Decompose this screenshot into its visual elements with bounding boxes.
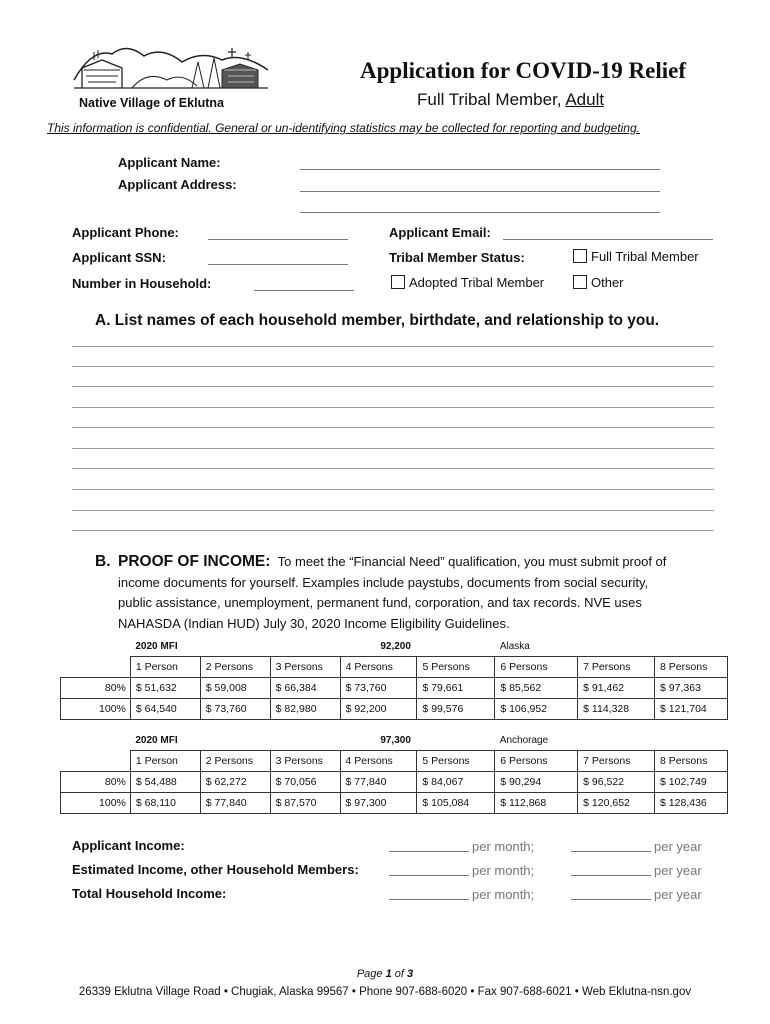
- total-income-label: Total Household Income:: [72, 886, 227, 901]
- applicant-name-field[interactable]: [300, 169, 660, 170]
- status-option-full[interactable]: [573, 249, 699, 264]
- region-label: Anchorage: [499, 734, 549, 746]
- status-option-adopted[interactable]: [391, 275, 544, 290]
- percent-label: 100%: [61, 699, 131, 720]
- percent-label: 80%: [61, 772, 131, 793]
- applicant-income-month-field[interactable]: [389, 851, 469, 852]
- page-of: of: [391, 968, 408, 980]
- applicant-ssn-field[interactable]: [208, 264, 348, 265]
- applicant-email-label: Applicant Email:: [389, 225, 491, 240]
- table-row: [61, 678, 728, 699]
- region-label: Alaska: [499, 640, 530, 652]
- village-logo-illustration: [72, 40, 272, 98]
- applicant-phone-label: Applicant Phone:: [72, 225, 179, 240]
- total-income-year-field[interactable]: [571, 899, 651, 900]
- page-total: 3: [407, 968, 414, 980]
- table-cell: $ 59,008: [200, 678, 270, 699]
- table-cell: $ 102,749: [655, 772, 728, 793]
- table-cell: $ 99,576: [417, 699, 495, 720]
- column-header: 5 Persons: [417, 751, 495, 772]
- applicant-phone-field[interactable]: [208, 239, 348, 240]
- column-header: 6 Persons: [495, 751, 578, 772]
- table-cell: $ 128,436: [655, 793, 728, 814]
- footer-address: 26339 Eklutna Village Road • Chugiak, Alaska 99567 • Phone 907-688-6020 • Fax 907-688-6021 • Web Eklutna-nsn.gov: [78, 986, 692, 998]
- household-number-label: Number in Household:: [72, 276, 212, 291]
- table-cell: $ 51,632: [130, 678, 200, 699]
- household-line[interactable]: [72, 510, 714, 511]
- column-header: 7 Persons: [578, 751, 655, 772]
- per-month-label: per month;: [472, 887, 535, 902]
- status-option-full-label: Full Tribal Member: [591, 249, 699, 264]
- per-month-label: per month;: [472, 839, 535, 854]
- page-subtitle: [417, 90, 604, 110]
- table-row: [61, 699, 728, 720]
- per-year-label: per year: [654, 887, 702, 902]
- checkbox-full-tribal-member[interactable]: [573, 249, 587, 263]
- page-title: Application for COVID-19 Relief: [360, 58, 687, 83]
- household-line[interactable]: [72, 530, 714, 531]
- column-header: 2 Persons: [200, 657, 270, 678]
- household-line[interactable]: [72, 489, 714, 490]
- status-option-other-label: Other: [591, 275, 624, 290]
- table-cell: $ 66,384: [270, 678, 340, 699]
- org-name: Native Village of Eklutna: [79, 96, 224, 110]
- mfi-value: 92,200: [380, 640, 411, 652]
- column-header: 1 Person: [130, 657, 200, 678]
- household-income-year-field[interactable]: [571, 875, 651, 876]
- column-header: 1 Person: [130, 751, 200, 772]
- page-current: 1: [385, 968, 392, 980]
- section-b-line-3: public assistance, unemployment, permanent fund, corporation, and tax records. NVE uses: [118, 595, 642, 610]
- page-number: [0, 968, 770, 980]
- checkbox-adopted-tribal-member[interactable]: [391, 275, 405, 289]
- per-year-label: per year: [654, 863, 702, 878]
- table-cell: $ 114,328: [578, 699, 655, 720]
- status-option-other[interactable]: [573, 275, 624, 290]
- table-cell: $ 84,067: [417, 772, 495, 793]
- household-line[interactable]: [72, 427, 714, 428]
- table-cell: $ 70,056: [270, 772, 340, 793]
- applicant-income-year-field[interactable]: [571, 851, 651, 852]
- column-header: 3 Persons: [270, 657, 340, 678]
- table-cell: $ 79,661: [417, 678, 495, 699]
- table-cell: $ 82,980: [270, 699, 340, 720]
- column-header: 2 Persons: [200, 751, 270, 772]
- table-cell: $ 87,570: [270, 793, 340, 814]
- table-cell: $ 73,760: [340, 678, 417, 699]
- checkbox-other[interactable]: [573, 275, 587, 289]
- household-income-month-field[interactable]: [389, 875, 469, 876]
- total-income-month-field[interactable]: [389, 899, 469, 900]
- table-cell: $ 97,363: [655, 678, 728, 699]
- proof-of-income-heading: PROOF OF INCOME:: [118, 553, 271, 570]
- per-year-label: per year: [654, 839, 702, 854]
- subtitle-adult: Adult: [565, 90, 605, 109]
- column-header: 5 Persons: [417, 657, 495, 678]
- column-header: 7 Persons: [578, 657, 655, 678]
- table-cell: $ 96,522: [578, 772, 655, 793]
- applicant-address-field-1[interactable]: [300, 191, 660, 192]
- household-line[interactable]: [72, 468, 714, 469]
- table-cell: $ 92,200: [340, 699, 417, 720]
- income-table-alaska: [60, 636, 728, 720]
- status-option-adopted-label: Adopted Tribal Member: [409, 275, 545, 290]
- table-cell: $ 64,540: [130, 699, 200, 720]
- household-line[interactable]: [72, 407, 714, 408]
- section-b-body: [118, 552, 715, 634]
- table-cell: $ 77,840: [340, 772, 417, 793]
- page-prefix: Page: [356, 968, 386, 980]
- mfi-label: 2020 MFI: [135, 734, 178, 746]
- column-header: 6 Persons: [495, 657, 578, 678]
- applicant-address-field-2[interactable]: [300, 212, 660, 213]
- section-b-line-1: To meet the “Financial Need” qualification, you must submit proof of: [277, 554, 667, 569]
- column-header: 4 Persons: [340, 657, 417, 678]
- table-cell: $ 85,562: [495, 678, 578, 699]
- section-a-heading: A. List names of each household member, birthdate, and relationship to you.: [95, 312, 660, 329]
- subtitle-prefix: Full Tribal Member,: [417, 90, 566, 109]
- per-month-label: per month;: [472, 863, 535, 878]
- table-cell: $ 91,462: [578, 678, 655, 699]
- table-cell: $ 54,488: [130, 772, 200, 793]
- household-line[interactable]: [72, 346, 714, 347]
- household-line[interactable]: [72, 448, 714, 449]
- column-header: 8 Persons: [655, 751, 728, 772]
- household-income-label: Estimated Income, other Household Members:: [72, 862, 359, 877]
- applicant-name-label: Applicant Name:: [118, 155, 221, 170]
- table-cell: $ 106,952: [495, 699, 578, 720]
- table-cell: $ 97,300: [340, 793, 417, 814]
- section-b-line-2: income documents for yourself. Examples include paystubs, documents from social security,: [118, 574, 649, 590]
- column-header: 3 Persons: [270, 751, 340, 772]
- table-cell: $ 121,704: [655, 699, 728, 720]
- household-line[interactable]: [72, 366, 714, 367]
- column-header: 4 Persons: [340, 751, 417, 772]
- table-cell: $ 73,760: [200, 699, 270, 720]
- table-cell: $ 62,272: [200, 772, 270, 793]
- mfi-value: 97,300: [380, 734, 411, 746]
- applicant-email-field[interactable]: [503, 239, 713, 240]
- mfi-label: 2020 MFI: [135, 640, 178, 652]
- column-header: 8 Persons: [655, 657, 728, 678]
- percent-label: 100%: [61, 793, 131, 814]
- confidentiality-notice: This information is confidential. General or un-identifying statistics may be collected for reporting and budgeting.: [47, 121, 640, 135]
- table-row: [61, 772, 728, 793]
- table-cell: $ 90,294: [495, 772, 578, 793]
- section-b-line-4: NAHASDA (Indian HUD) July 30, 2020 Income Eligibility Guidelines.: [118, 615, 510, 631]
- applicant-ssn-label: Applicant SSN:: [72, 250, 166, 265]
- percent-label: 80%: [61, 678, 131, 699]
- household-line[interactable]: [72, 386, 714, 387]
- table-cell: $ 77,840: [200, 793, 270, 814]
- table-cell: $ 120,652: [578, 793, 655, 814]
- household-number-field[interactable]: [254, 290, 354, 291]
- applicant-income-label: Applicant Income:: [72, 838, 185, 853]
- table-row: [61, 793, 728, 814]
- table-cell: $ 112,868: [495, 793, 578, 814]
- section-b-letter: B.: [95, 553, 111, 570]
- income-table-anchorage: [60, 730, 728, 814]
- table-cell: $ 68,110: [130, 793, 200, 814]
- applicant-address-label: Applicant Address:: [118, 177, 237, 192]
- tribal-status-label: Tribal Member Status:: [389, 250, 525, 265]
- table-cell: $ 105,084: [417, 793, 495, 814]
